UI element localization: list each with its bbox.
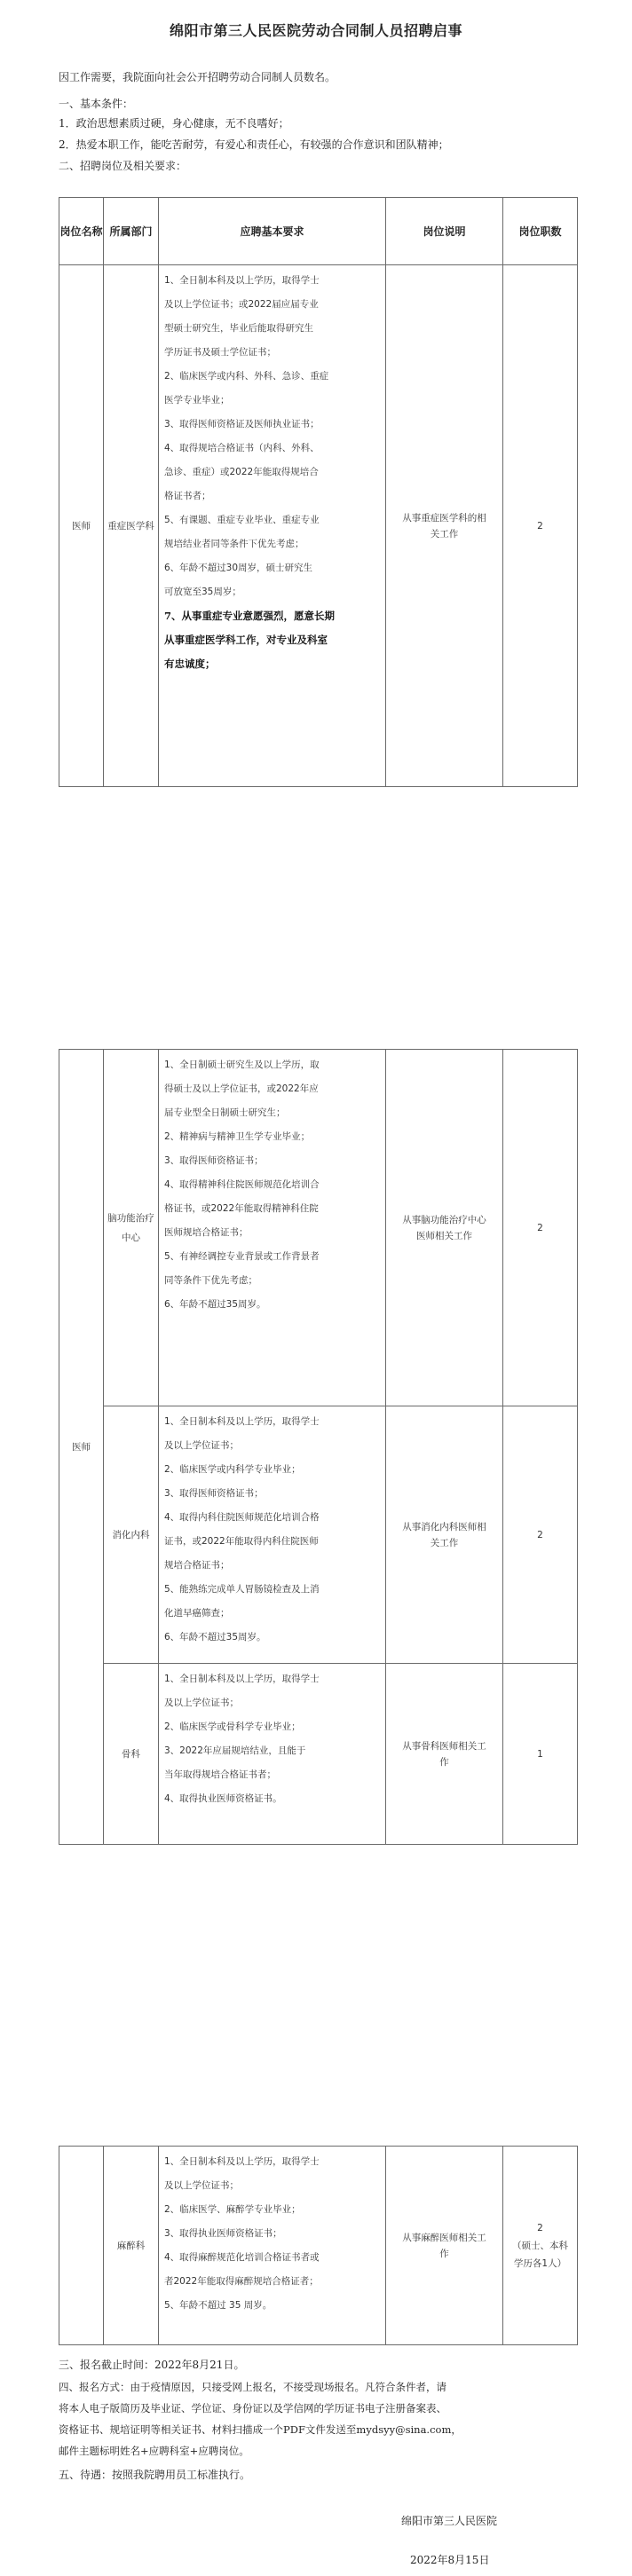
requirements-cell: 1、全日制本科及以上学历，取得学士 及以上学位证书；或2022届应届专业 型硕士研究生，毕业后能取得研究生 学历证书及硕士学位证书； 2、临床医学或内科、外科、急诊、重症 医学专业毕业； 3、取得医师资格证及医师执业证书； 4、取得规培合格证书（内科、外科、 急诊、重症）或2022年能取得规培合 格证书者； 5、有课题、重症专业毕业、重症专业 规培结业者同等条件下优先考虑； 6、年龄不超过30周岁，硕士研究生 可放宽至35周岁； 7、从事重症专业意愿强烈，愿意长期 从事重症医学科工作，对专业及科室 有忠诚度； — [159, 265, 386, 787]
deadline-text: 三、报名截止时间：2022年8月21日。 — [59, 2359, 245, 2371]
positions-table-part2 — [59, 1049, 578, 1845]
desc-cell: 从事脑功能治疗中心医师相关工作 — [386, 1050, 503, 1406]
intro-text: 因工作需要，我院面向社会公开招聘劳动合同制人员数名。 — [59, 71, 336, 83]
count-cell: 2 — [503, 1050, 578, 1406]
count-cell — [503, 2147, 578, 2345]
header-dept: 所属部门 — [104, 198, 159, 265]
dept-cell: 重症医学科 — [104, 265, 159, 787]
dept-cell: 骨科 — [104, 1664, 159, 1845]
signature-date: 2022年8月15日 — [410, 2554, 490, 2566]
position-cell: 医师 — [59, 1050, 104, 1845]
table-header-row — [59, 198, 578, 265]
position-cell: 医师 — [59, 265, 104, 787]
apply-method-line4: 邮件主题标明姓名+应聘科室+应聘岗位。 — [59, 2445, 249, 2457]
requirements-cell: 1、全日制本科及以上学历，取得学士 及以上学位证书； 2、临床医学或骨科学专业毕业； 3、2022年应届规培结业，且能于 当年取得规培合格证书者； 4、取得执业医师资格证书。 — [159, 1664, 386, 1845]
dept-cell: 麻醉科 — [104, 2147, 159, 2345]
count-cell: 1 — [503, 1664, 578, 1845]
desc-cell: 从事麻醉医师相关工作 — [386, 2147, 503, 2345]
header-desc: 岗位说明 — [386, 198, 503, 265]
table-row — [59, 1664, 578, 1845]
signature-org: 绵阳市第三人民医院 — [401, 2515, 498, 2527]
count-note: （硕士、本科学历各1人） — [512, 2240, 568, 2269]
table-row — [59, 2147, 578, 2345]
requirements-cell: 1、全日制本科及以上学历，取得学士 及以上学位证书； 2、临床医学、麻醉学专业毕业； 3、取得执业医师资格证书； 4、取得麻醉规范化培训合格证书者或 者2022年能取得麻醉规培合格证者； 5、年龄不超过 35 周岁。 — [159, 2147, 386, 2345]
notice-title: 绵阳市第三人民医院劳动合同制人员招聘启事 — [169, 22, 462, 39]
desc-cell: 从事骨科医师相关工作 — [386, 1664, 503, 1845]
requirements-cell: 1、全日制本科及以上学历，取得学士 及以上学位证书； 2、临床医学或内科学专业毕业； 3、取得医师资格证书； 4、取得内科住院医师规范化培训合格 证书，或2022年能取得内科住院医师 规培合格证书； 5、能熟练完成单人胃肠镜检查及上消 化道早癌筛查； 6、年龄不超过35周岁。 — [159, 1406, 386, 1664]
apply-method-line2: 将本人电子版简历及毕业证、学位证、身份证以及学信网的学历证书电子注册备案表、 — [59, 2402, 446, 2415]
dept-cell: 脑功能治疗中心 — [104, 1050, 159, 1406]
table-row — [59, 1050, 578, 1406]
table-row — [59, 265, 578, 787]
requirements-cell: 1、全日制硕士研究生及以上学历，取 得硕士及以上学位证书，或2022年应 届专业型全日制硕士研究生； 2、精神病与精神卫生学专业毕业； 3、取得医师资格证书； 4、取得精神科住院医师规范化培训合 格证书，或2022年能取得精神科住院 医师规培合格证书； 5、有神经调控专业背景或工作背景者 同等条件下优先考虑； 6、年龄不超过35周岁。 — [159, 1050, 386, 1406]
apply-method-line3: 资格证书、规培证明等相关证书、材料扫描成一个PDF文件发送至mydsyy@sina.com， — [59, 2423, 462, 2436]
dept-cell: 消化内科 — [104, 1406, 159, 1664]
benefits-text: 五、待遇：按照我院聘用员工标准执行。 — [59, 2469, 251, 2481]
desc-cell: 从事消化内科医师相关工作 — [386, 1406, 503, 1664]
header-requirements: 应聘基本要求 — [159, 198, 386, 265]
positions-table-part3 — [59, 2146, 578, 2345]
section1-heading: 一、基本条件： — [59, 98, 134, 110]
condition-1: 1．政治思想素质过硬，身心健康，无不良嗜好； — [59, 117, 289, 130]
header-position: 岗位名称 — [59, 198, 104, 265]
positions-table-part1 — [59, 197, 578, 787]
apply-method-line1: 四、报名方式：由于疫情原因，只接受网上报名，不接受现场报名。凡符合条件者，请 — [59, 2381, 446, 2393]
condition-2: 2．热爱本职工作，能吃苦耐劳，有爱心和责任心，有较强的合作意识和团队精神； — [59, 138, 449, 151]
header-count: 岗位职数 — [503, 198, 578, 265]
count-cell: 2 — [503, 265, 578, 787]
section2-heading: 二、招聘岗位及相关要求： — [59, 160, 187, 172]
position-cell-empty — [59, 2147, 104, 2345]
count-cell: 2 — [503, 1406, 578, 1664]
table-row — [59, 1406, 578, 1664]
count-value: 2 — [537, 2222, 543, 2233]
desc-cell: 从事重症医学科的相关工作 — [386, 265, 503, 787]
